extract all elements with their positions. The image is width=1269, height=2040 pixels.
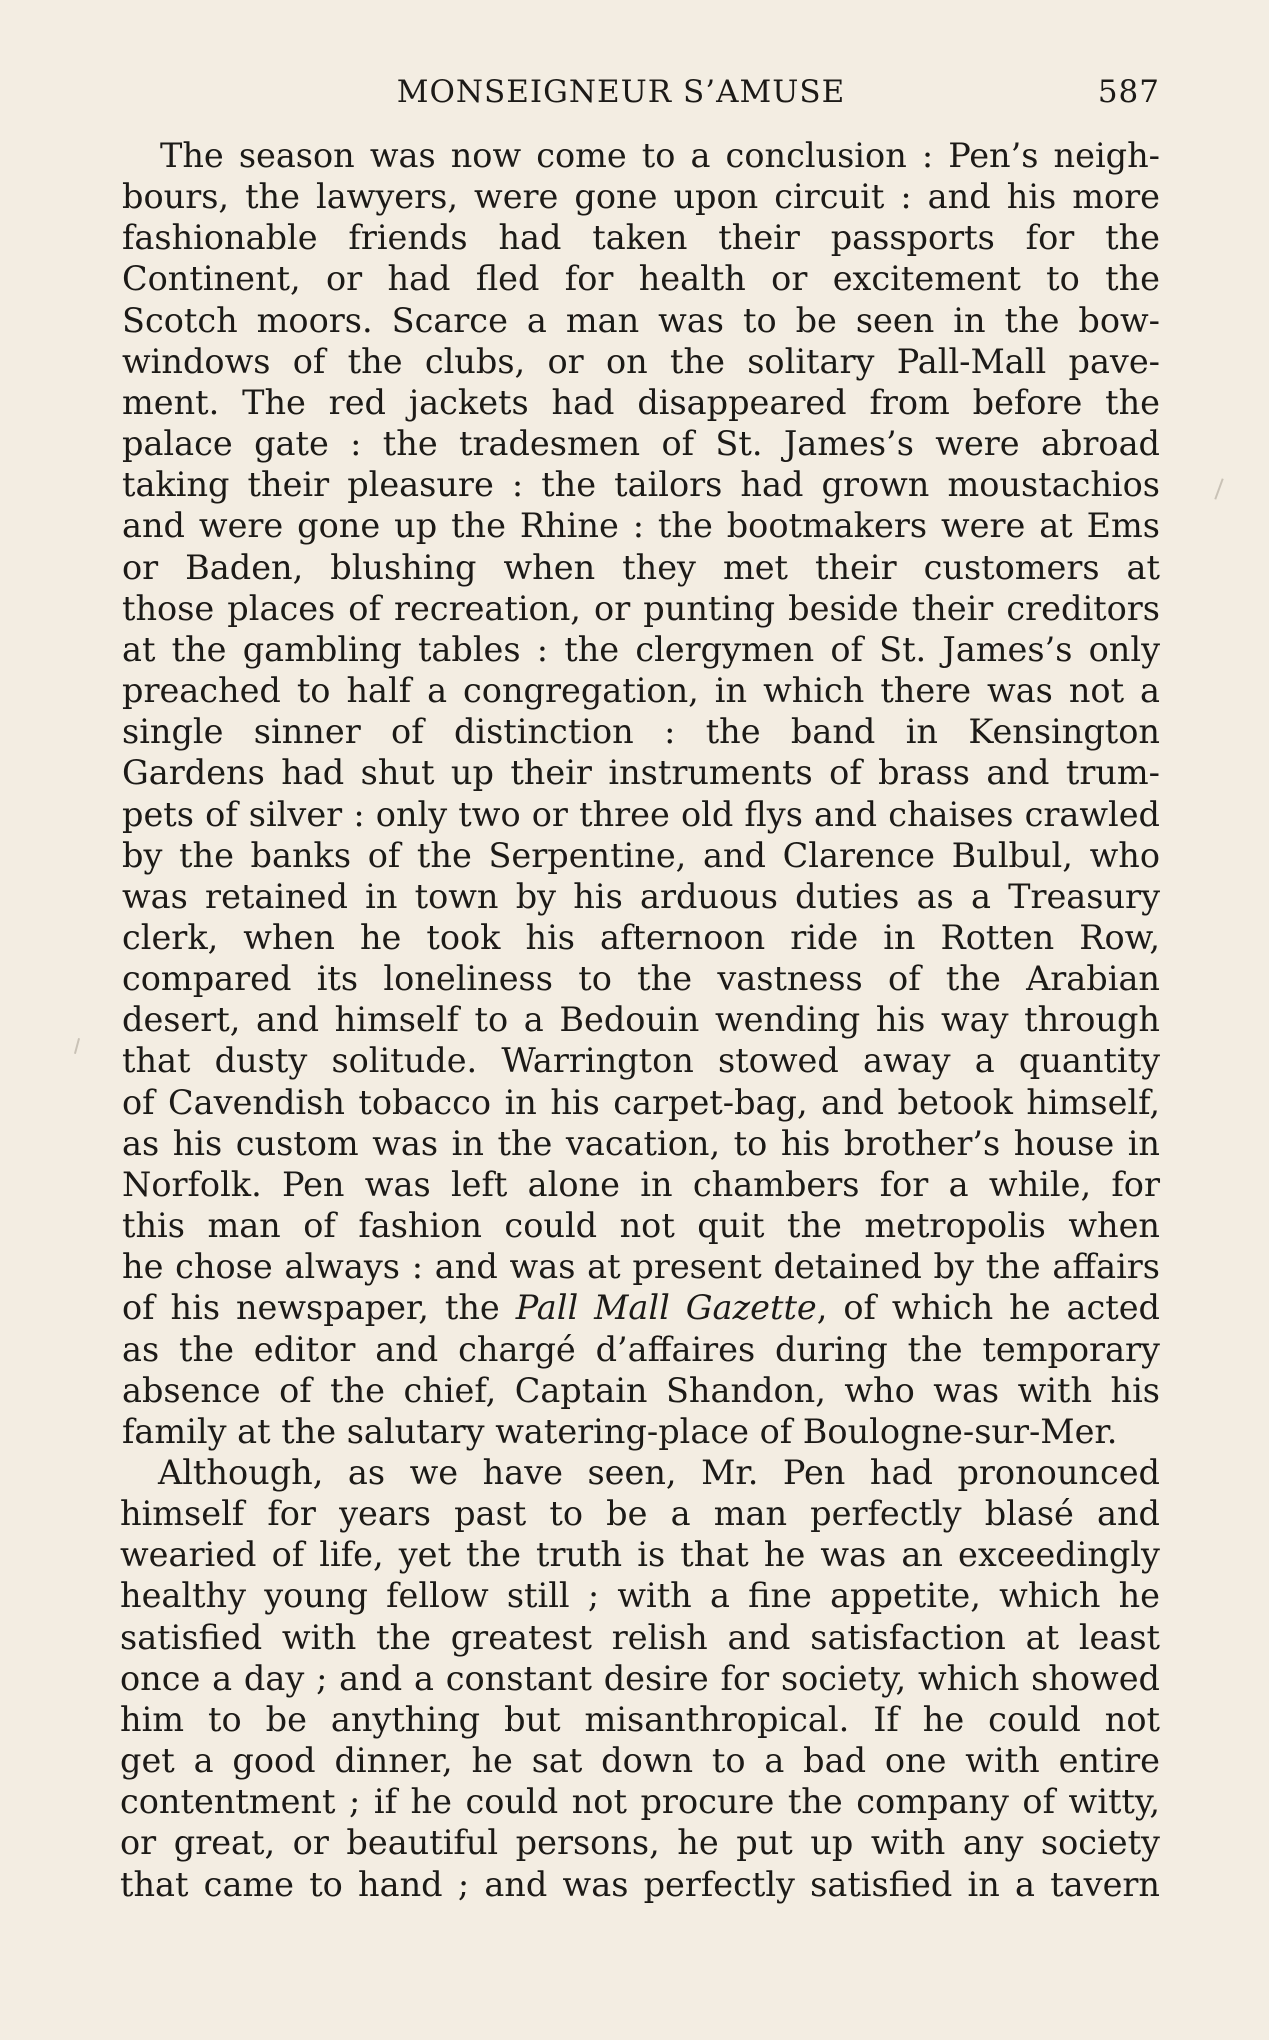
- text-line: of Cavendish tobacco in his carpet-bag, and betook himself,: [122, 1082, 1160, 1122]
- paragraph-2: [82, 1452, 1160, 1905]
- running-title: MONSEIGNEUR S’AMUSE: [396, 74, 846, 110]
- text-line: or Baden, blushing when they met their customers at: [122, 547, 1160, 587]
- text-line: contentment ; if he could not procure the company of witty,: [120, 1782, 1160, 1822]
- page-number: 587: [1097, 74, 1160, 110]
- paragraph-1: [82, 135, 1160, 1452]
- text-line: as the editor and chargé d’affaires during the temporary: [122, 1329, 1160, 1369]
- text-line: Norfolk. Pen was left alone in chambers for a while, for: [122, 1164, 1160, 1204]
- body-text: [82, 135, 1160, 1905]
- text-line: The season was now come to a conclusion : Pen’s neigh-: [160, 136, 1160, 175]
- text-segment: , of which he acted: [816, 1288, 1160, 1328]
- text-line: pets of silver : only two or three old flys and chaises crawled: [122, 794, 1160, 834]
- text-line: this man of fashion could not quit the metropolis when: [122, 1206, 1160, 1246]
- text-line: satisfied with the greatest relish and satisfaction at least: [120, 1617, 1160, 1657]
- text-line: that came to hand ; and was perfectly satisfied in a tavern: [120, 1864, 1160, 1904]
- text-line: [82, 1287, 1160, 1328]
- text-line: bours, the lawyers, were gone upon circuit : and his more: [122, 177, 1160, 217]
- text-line: once a day ; and a constant desire for society, which showed: [120, 1658, 1160, 1698]
- text-line: Gardens had shut up their instruments of brass and trum-: [122, 753, 1160, 793]
- book-page: [82, 66, 1160, 1905]
- text-line: Scotch moors. Scarce a man was to be seen in the bow-: [122, 300, 1160, 340]
- text-line: him to be anything but misanthropical. If he could not: [120, 1699, 1160, 1739]
- text-line: family at the salutary watering-place of Boulogne-sur-Mer.: [122, 1411, 1118, 1451]
- text-line: Continent, or had fled for health or excitement to the: [122, 259, 1160, 299]
- text-line: absence of the chief, Captain Shandon, who was with his: [122, 1370, 1160, 1410]
- text-line: by the banks of the Serpentine, and Clarence Bulbul, who: [122, 835, 1160, 875]
- text-line: palace gate : the tradesmen of St. James’s were abroad: [122, 424, 1160, 464]
- text-line: was retained in town by his arduous duties as a Treasury: [122, 876, 1160, 916]
- text-line: himself for years past to be a man perfectly blasé and: [120, 1494, 1160, 1534]
- text-line: compared its loneliness to the vastness of the Arabian: [122, 959, 1160, 999]
- text-line: or great, or beautiful persons, he put up with any society: [120, 1823, 1160, 1863]
- text-line: windows of the clubs, or on the solitary Pall-Mall pave-: [122, 341, 1160, 381]
- paper-speck: [74, 1038, 80, 1054]
- text-line: he chose always : and was at present detained by the affairs: [122, 1247, 1160, 1287]
- text-line: as his custom was in the vacation, to his brother’s house in: [122, 1123, 1160, 1163]
- text-line: single sinner of distinction : the band in Kensington: [122, 712, 1160, 752]
- text-line: that dusty solitude. Warrington stowed away a quantity: [122, 1041, 1160, 1081]
- text-line: ment. The red jackets had disappeared from before the: [122, 382, 1160, 422]
- text-line: Although, as we have seen, Mr. Pen had pronounced: [158, 1453, 1160, 1492]
- text-line: at the gambling tables : the clergymen of St. James’s only: [122, 629, 1160, 669]
- text-segment: of his newspaper, the: [122, 1288, 516, 1328]
- text-line: desert, and himself to a Bedouin wending his way through: [122, 1000, 1160, 1040]
- text-line: taking their pleasure : the tailors had grown moustachios: [122, 465, 1160, 505]
- text-line: clerk, when he took his afternoon ride in Rotten Row,: [122, 917, 1160, 957]
- paper-speck: [1214, 478, 1223, 499]
- text-line: get a good dinner, he sat down to a bad one with entire: [120, 1741, 1160, 1781]
- text-line: fashionable friends had taken their passports for the: [122, 218, 1160, 258]
- text-line: and were gone up the Rhine : the bootmakers were at Ems: [122, 506, 1160, 546]
- text-line: wearied of life, yet the truth is that he was an exceedingly: [120, 1535, 1160, 1575]
- running-head: [82, 66, 1160, 116]
- text-line: those places of recreation, or punting beside their creditors: [122, 588, 1160, 628]
- text-line: preached to half a congregation, in which there was not a: [122, 671, 1160, 711]
- newspaper-title: Pall Mall Gazette: [515, 1288, 817, 1328]
- text-line: healthy young fellow still ; with a fine appetite, which he: [120, 1576, 1160, 1616]
